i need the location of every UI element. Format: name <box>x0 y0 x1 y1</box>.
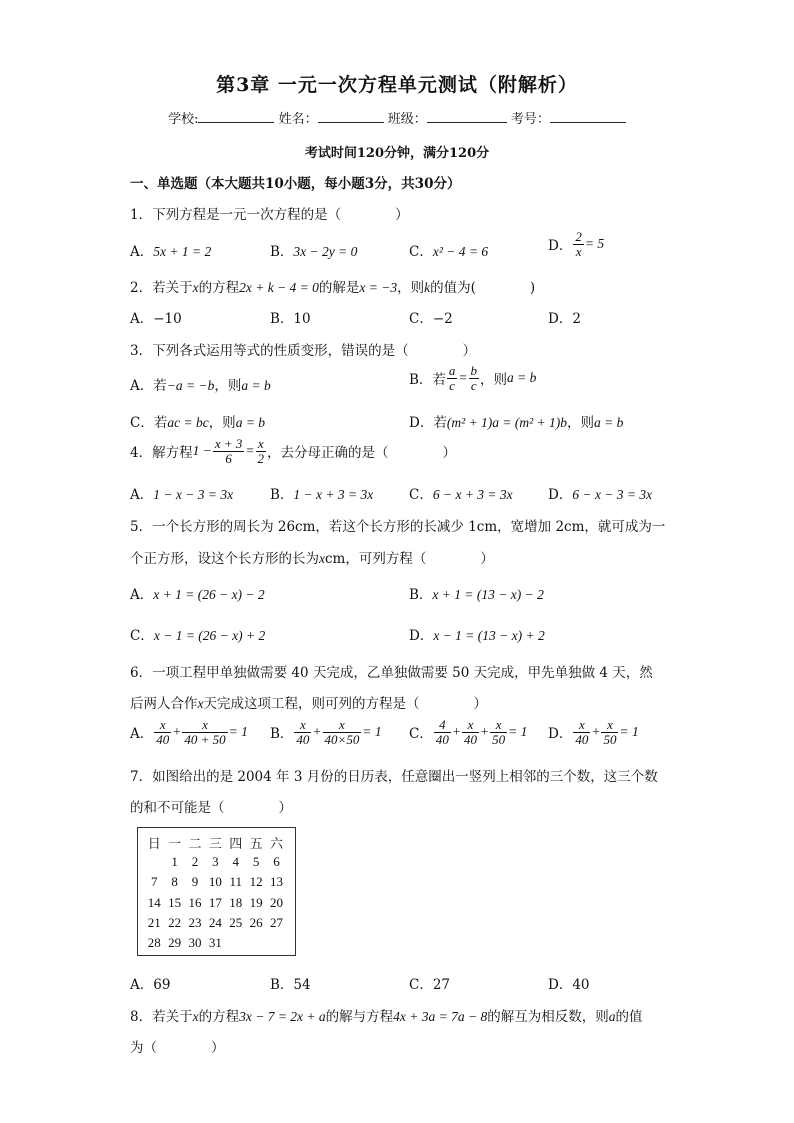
calendar-day <box>144 852 164 872</box>
calendar-day: 3 <box>212 854 219 870</box>
q5-option-a[interactable]: A．x + 1 = (26 − x) − 2 <box>130 587 265 603</box>
calendar-day: 6 <box>273 854 280 870</box>
question-3-stem: 3．下列各式运用等式的性质变形，错误的是（ ） <box>130 343 477 359</box>
question-8-line-1: 8．若关于x的方程3x − 7 = 2x + a的解与方程4x + 3a = 7a − 8的解互为相反数，则a的值 <box>130 1009 643 1025</box>
school-label: 学校: <box>168 112 199 127</box>
class-label: 班级： <box>387 112 427 127</box>
march-2004-calendar <box>137 827 296 956</box>
section-heading: 一、单选题（本大题共10小题，每小题3分，共30分） <box>130 176 461 192</box>
student-info-line <box>0 108 794 127</box>
calendar-day: 14 <box>147 894 161 910</box>
calendar-day: 4 <box>232 854 239 870</box>
question-7-line-2: 的和不可能是（ ） <box>130 800 292 816</box>
number-blank[interactable] <box>550 110 626 123</box>
q4-option-b[interactable]: B．1 − x + 3 = 3x <box>270 487 374 503</box>
calendar-day <box>226 933 246 953</box>
name-blank[interactable] <box>318 110 384 123</box>
calendar-day: 30 <box>188 935 202 951</box>
calendar-day: 11 <box>229 874 243 890</box>
calendar-week-row <box>144 933 287 953</box>
calendar-weekday: 六 <box>270 835 284 851</box>
q3-option-a[interactable]: A．若−a = −b，则a = b <box>130 378 271 394</box>
calendar-day: 2 <box>191 854 199 870</box>
calendar-day: 17 <box>208 894 222 910</box>
q5-option-b[interactable]: B．x + 1 = (13 − x) − 2 <box>409 587 544 603</box>
question-8-line-2: 为（ ） <box>130 1040 225 1056</box>
calendar-day: 7 <box>150 874 158 890</box>
q3-option-c[interactable]: C．若ac = bc，则a = b <box>130 415 266 431</box>
question-5-line-1: 5．一个长方形的周长为 26cm，若这个长方形的长减少 1cm，宽增加 2cm，就可成为一 <box>130 519 666 535</box>
q1-option-c[interactable]: C．x² − 4 = 6 <box>409 244 489 260</box>
question-2-stem: 2．若关于x的方程2x + k − 4 = 0的解是x = −3，则k的值为( ) <box>130 280 536 296</box>
calendar-day: 1 <box>171 854 178 870</box>
q1-option-b[interactable]: B．3x − 2y = 0 <box>270 244 358 260</box>
calendar-day <box>266 933 286 953</box>
q3-option-d[interactable]: D．若(m² + 1)a = (m² + 1)b，则a = b <box>409 415 624 431</box>
calendar-table <box>144 832 287 953</box>
question-1-stem: 1．下列方程是一元一次方程的是（ ） <box>130 207 409 223</box>
calendar-week-row <box>144 913 287 933</box>
q6-option-a[interactable]: A． $\frac{x}{40}$ + $\frac{x}{40 + 50}$ = 1 <box>130 717 248 747</box>
q7-option-b[interactable]: B．54 <box>270 977 311 993</box>
calendar-day: 12 <box>249 874 263 890</box>
calendar-day: 8 <box>171 874 178 890</box>
calendar-weekday: 一 <box>168 835 182 851</box>
q5-option-c[interactable]: C．x − 1 = (26 − x) + 2 <box>130 628 266 644</box>
question-6-line-2: 后两人合作x天完成这项工程，则可列的方程是（ ） <box>130 696 487 712</box>
calendar-day: 28 <box>147 935 161 951</box>
q1-option-d[interactable]: D． $\frac{2}{x}$ = 5 <box>548 229 605 259</box>
page-title: 第3章 一元一次方程单元测试（附解析） <box>216 74 578 96</box>
q6-option-b[interactable]: B． $\frac{x}{40}$ + $\frac{x}{40\times 50}$ = 1 <box>270 717 382 747</box>
calendar-day: 15 <box>168 894 182 910</box>
calendar-day: 24 <box>208 914 222 930</box>
calendar-day: 16 <box>188 894 202 910</box>
q1-option-a[interactable]: A．5x + 1 = 2 <box>130 244 212 260</box>
q4-option-d[interactable]: D．6 − x − 3 = 3x <box>548 487 653 503</box>
calendar-header-row <box>144 832 287 852</box>
q5-option-d[interactable]: D．x − 1 = (13 − x) + 2 <box>409 628 545 644</box>
q6-option-d[interactable]: D． $\frac{x}{40}$ + $\frac{x}{50}$ = 1 <box>548 717 639 747</box>
calendar-day <box>246 933 266 953</box>
calendar-day: 23 <box>188 914 202 930</box>
q6-option-c[interactable]: C． $\frac{4}{40}$ + $\frac{x}{40}$ + $\frac{x}{50}$ = 1 <box>409 717 528 747</box>
calendar-weekday: 三 <box>208 835 222 851</box>
calendar-day: 13 <box>270 874 284 890</box>
q2-option-c[interactable]: C．−2 <box>409 311 453 327</box>
question-7-line-1: 7．如图给出的是 2004 年 3 月份的日历表，任意圈出一竖列上相邻的三个数，这三个数 <box>130 769 658 785</box>
question-5-line-2: 个正方形，设这个长方形的长为xcm，可列方程（ ） <box>130 551 494 567</box>
calendar-weekday: 二 <box>188 835 202 851</box>
calendar-week-row <box>144 893 287 913</box>
calendar-day: 27 <box>270 914 284 930</box>
q3-option-b[interactable]: B．若 $\frac{a}{c}$ = $\frac{b}{c}$ ，则a = b <box>409 363 537 393</box>
calendar-week-row <box>144 852 287 872</box>
calendar-weekday: 日 <box>147 835 161 851</box>
calendar-day: 20 <box>270 894 284 910</box>
q2-option-b[interactable]: B．10 <box>270 311 311 327</box>
calendar-weekday: 四 <box>229 835 243 851</box>
school-blank[interactable] <box>198 110 274 123</box>
calendar-day: 25 <box>229 914 243 930</box>
exam-note: 考试时间120分钟，满分120分 <box>304 146 490 161</box>
calendar-day: 9 <box>191 874 199 890</box>
calendar-day: 21 <box>147 914 161 930</box>
calendar-week-row <box>144 872 287 892</box>
q2-option-d[interactable]: D．2 <box>548 311 581 327</box>
calendar-day: 31 <box>208 935 222 951</box>
class-blank[interactable] <box>427 110 507 123</box>
question-6-line-1: 6．一项工程甲单独做需要 40 天完成，乙单独做需要 50 天完成，甲先单独做 4 天，然 <box>130 665 653 681</box>
calendar-day: 22 <box>168 914 182 930</box>
calendar-day: 5 <box>252 854 260 870</box>
name-label: 姓名： <box>278 112 318 127</box>
question-4-stem: 4．解方程1 − $\frac{x + 3}{6}$ = $\frac{x}{2}$ ，去分母正确的是（ ） <box>130 436 457 466</box>
calendar-weekday: 五 <box>249 835 263 851</box>
q4-option-c[interactable]: C．6 − x + 3 = 3x <box>409 487 513 503</box>
number-label: 考号： <box>510 112 550 127</box>
calendar-day: 18 <box>229 894 243 910</box>
q7-option-d[interactable]: D．40 <box>548 977 590 993</box>
calendar-day: 19 <box>249 894 263 910</box>
q7-option-a[interactable]: A．69 <box>130 977 171 993</box>
q7-option-c[interactable]: C．27 <box>409 977 451 993</box>
q4-option-a[interactable]: A．1 − x − 3 = 3x <box>130 487 234 503</box>
calendar-day: 29 <box>168 935 182 951</box>
calendar-day: 10 <box>208 874 222 890</box>
q2-option-a[interactable]: A．−10 <box>130 311 182 327</box>
calendar-day: 26 <box>249 914 263 930</box>
